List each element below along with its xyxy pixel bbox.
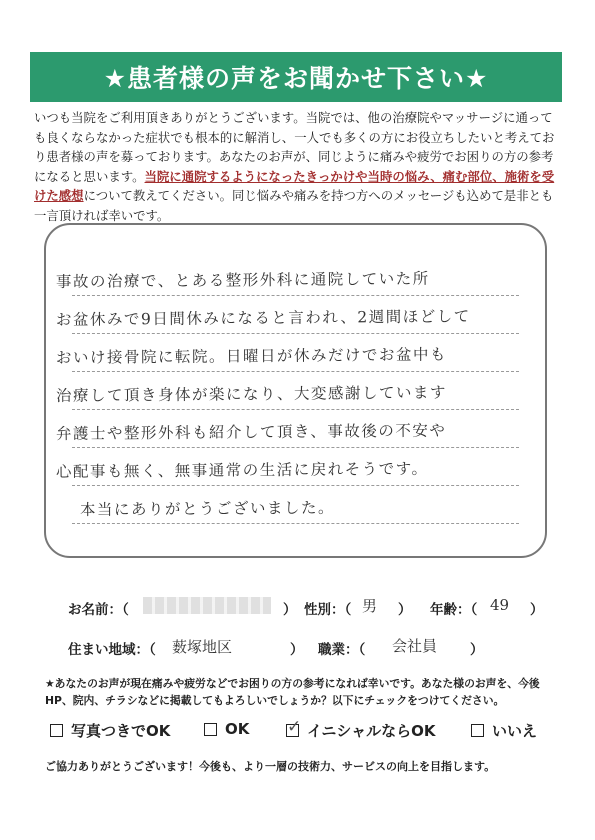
ruled-line [72,447,519,448]
option-label: 写真つきでOK [71,722,171,740]
consent-options [46,717,556,742]
age-value: 49 [490,596,510,614]
option-label: OK [225,720,250,738]
check-mark-icon: ✓ [287,717,302,737]
intro-text [34,108,562,226]
consent-note: ★あなたのお声が現在痛みや疲労などでお困りの方の参考になれば幸いです。あなた様のお声を、今後HP、院内、チラシなどに掲載してもよろしいでしょうか？以下にチェックをつけてください。 [45,677,540,707]
handwritten-line: 心配事も無く、無事通常の生活に戻れそうです。 [55,459,429,481]
gender-close: ） [398,602,412,618]
option-initial-ok[interactable] [286,717,436,741]
intro-part2: について教えてください。同じ悩みや痛みを持つ方へのメッセージも込めて是非とも一言頂ければ幸いです。 [34,188,554,223]
checkbox-checked[interactable] [286,717,302,737]
option-label: いいえ [492,722,538,740]
ruled-line [72,409,519,410]
job-value: 会社員 [392,637,438,655]
footer-thanks: ご協力ありがとうございます！今後も、より一層の技術力、サービスの向上を目指します。 [45,760,496,773]
age-close: ） [530,602,544,618]
page-title: ★患者様の声をお聞かせ下さい★ [30,52,562,102]
area-label: 住まい地域：（ [68,642,156,658]
option-ok[interactable] [204,720,249,738]
handwritten-line: 事故の治療で、とある整形外科に通院していた所 [55,269,430,291]
gender-value: 男 [362,597,378,615]
handwritten-line: おいけ接骨院に転院。日曜日が休みだけでお盆中も [55,345,448,367]
option-no[interactable] [471,720,537,741]
option-label: イニシャルならOK [307,722,436,740]
option-photo-ok[interactable] [50,720,170,741]
checkbox[interactable] [50,724,63,737]
handwritten-line: 本当にありがとうございました。 [79,498,336,519]
handwritten-line: 治療して頂き身体が楽になり、大変感謝しています [55,383,448,405]
checkbox[interactable] [471,724,484,737]
ruled-line [72,295,519,296]
area-value: 薮塚地区 [172,638,233,656]
area-close: ） [290,642,304,658]
checkbox[interactable] [204,723,217,736]
job-close: ） [470,642,484,658]
age-label: 年齢：（ [430,602,478,618]
handwritten-line: 弁護士や整形外科も紹介して頂き、事故後の不安や [55,421,447,443]
redacted-name [143,597,271,614]
job-label: 職業：（ [318,642,366,658]
gender-label: 性別：（ [304,602,352,618]
handwritten-line: お盆休みで9日間休みになると言われ、2週間ほどして [55,307,471,329]
ruled-line [72,371,519,372]
ruled-line [72,523,519,524]
name-label: お名前：（ [68,602,129,618]
intro-highlight: 当院に通院するようになったきっかけや当時の悩み、痛む部位、施術を受けた感想 [34,168,555,204]
ruled-line [72,333,519,334]
name-close: ） [283,602,297,618]
intro-part1: いつも当院をご利用頂きありがとうございます。当院では、他の治療院やマッサージに通っても良くならなかった症状でも根本的に解消し、一人でも多くの方にお役立ちしたいと考えており患者様の声を募っております。あなたのお声が、同じように痛みや疲労でお困りの方の参考になると思います。 [34,110,555,184]
ruled-line [72,485,519,486]
